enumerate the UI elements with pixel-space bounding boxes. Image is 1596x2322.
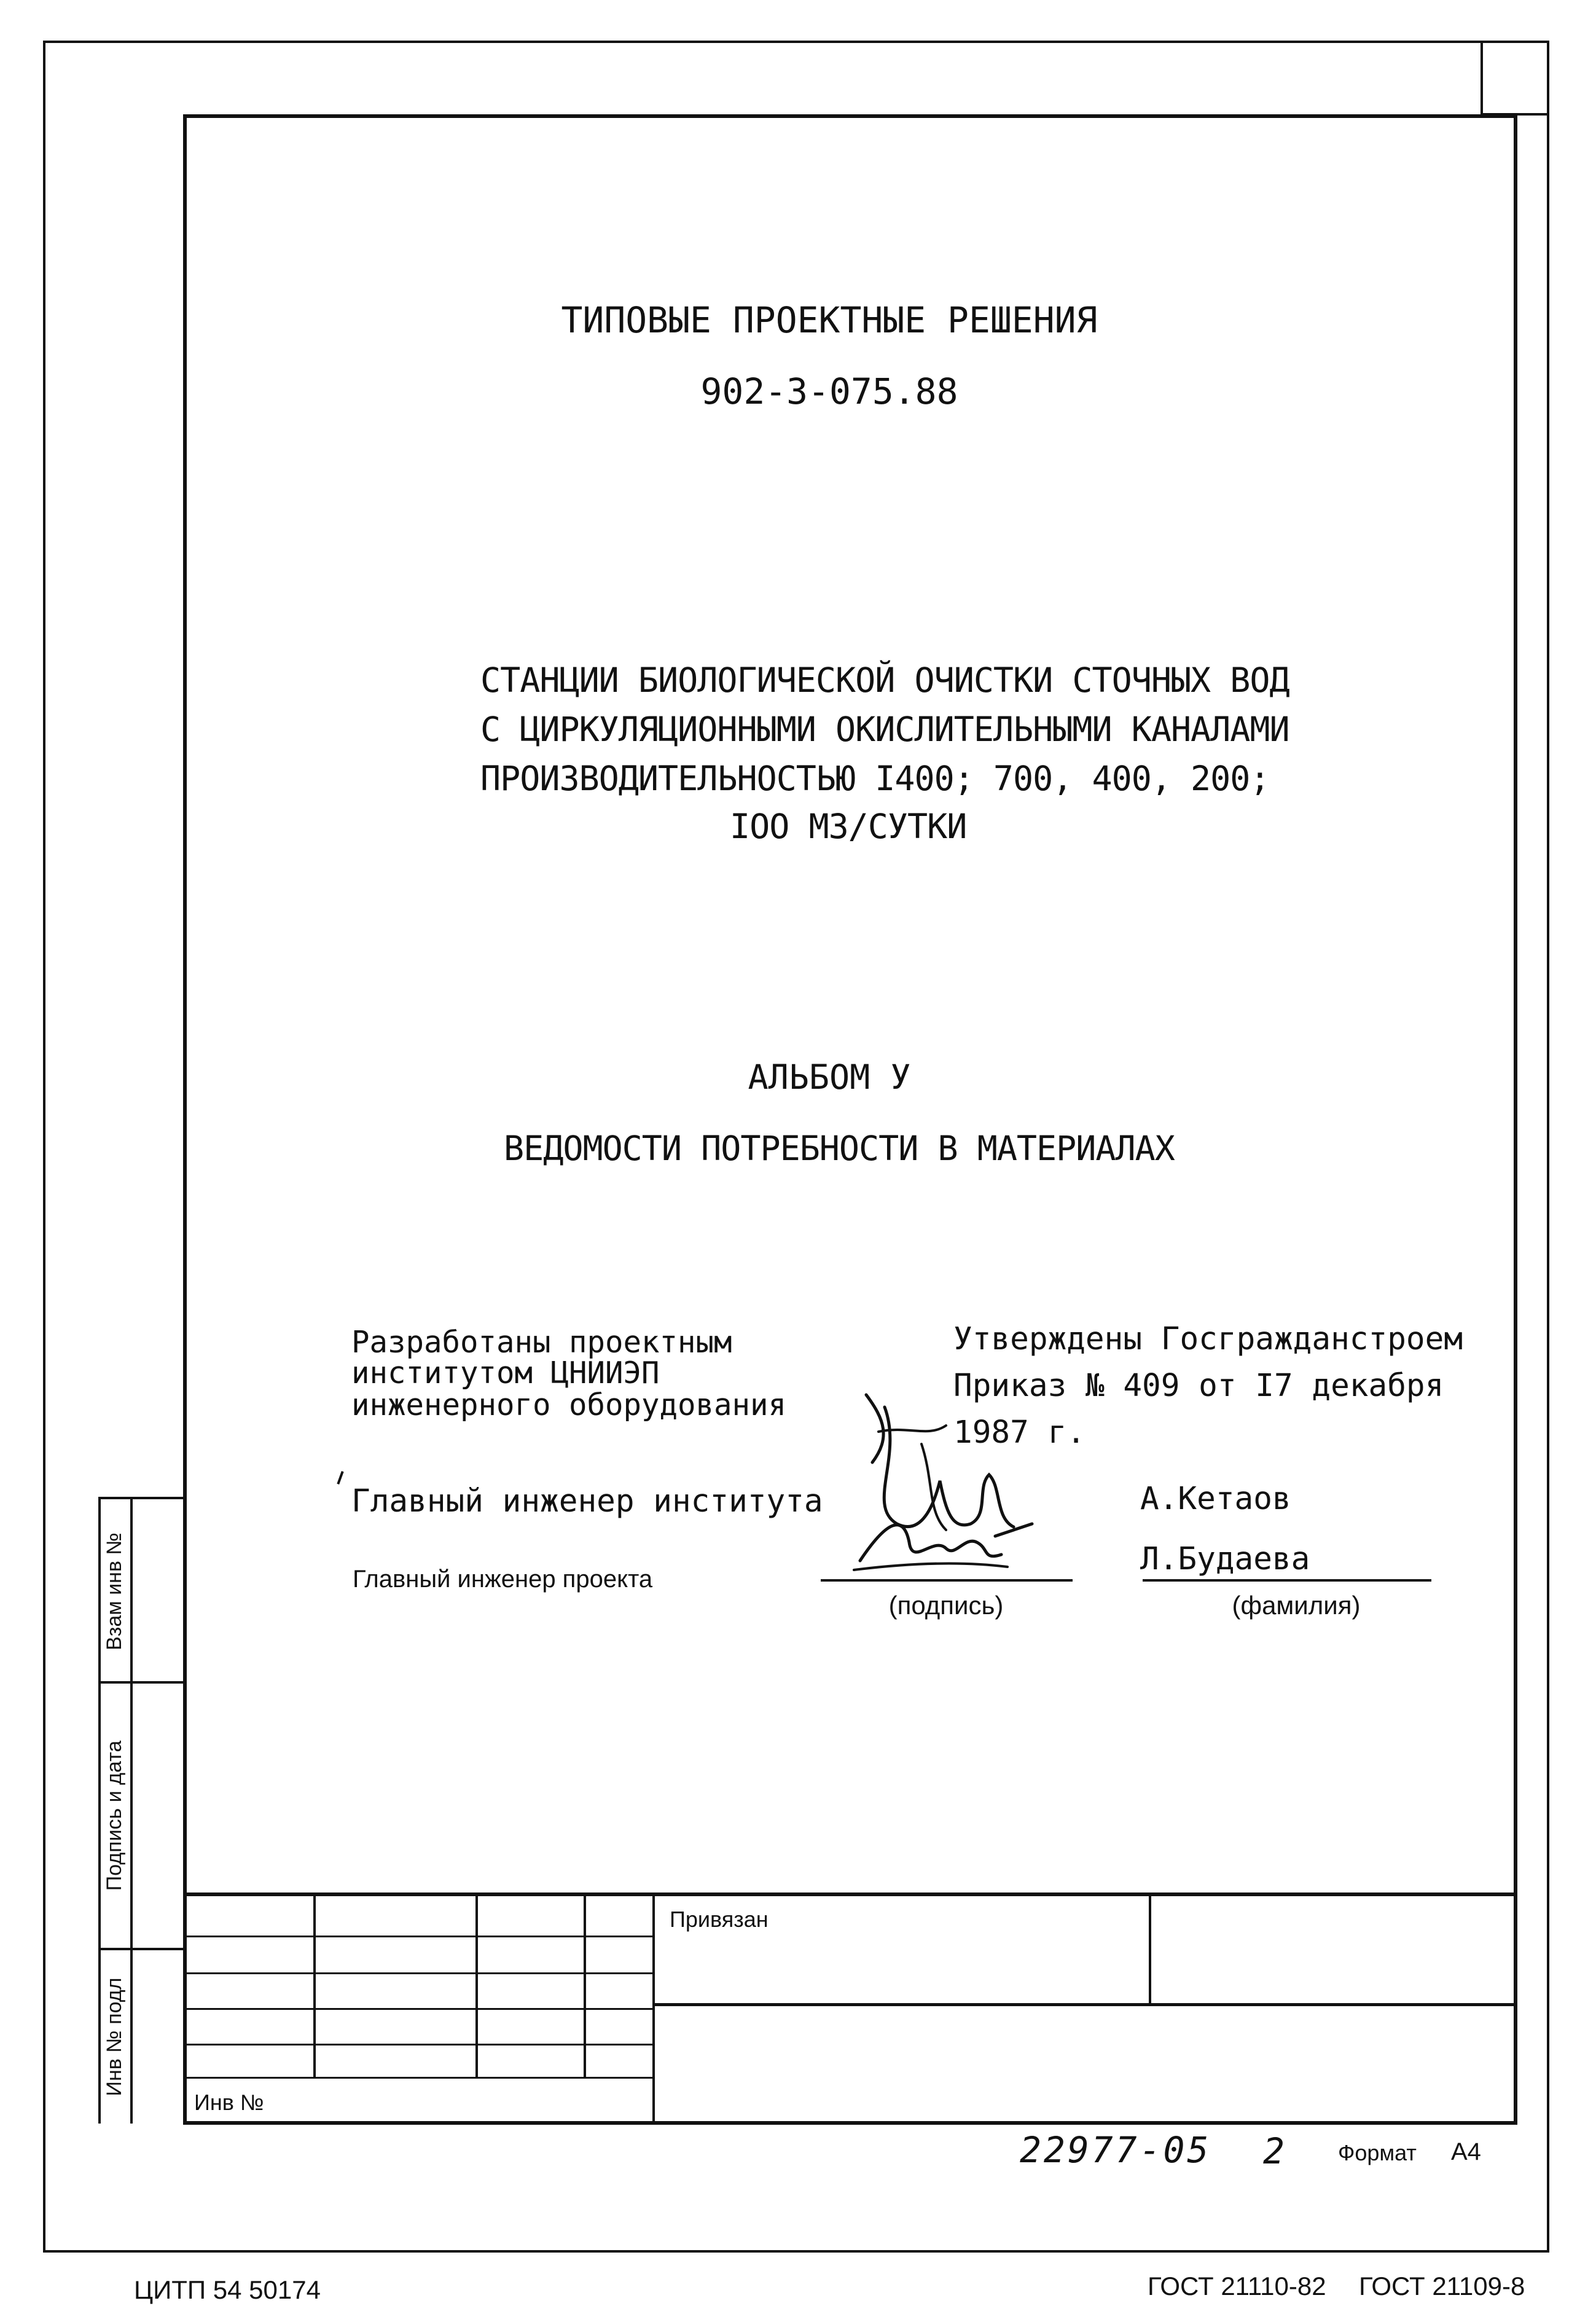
outer-frame-right <box>1547 41 1549 2251</box>
outer-frame-top <box>43 41 1548 43</box>
title-line-1: СТАНЦИИ БИОЛОГИЧЕСКОЙ ОЧИСТКИ СТОЧНЫХ ВОД <box>480 661 1289 700</box>
developed-line-1: Разработаны проектным <box>351 1325 732 1360</box>
side-label-signature-date: Подпись и дата <box>103 1740 126 1891</box>
stamp-vdiv-3 <box>584 1893 586 2077</box>
surname-line <box>1143 1579 1431 1582</box>
publisher: ЦИТП 54 50174 <box>134 2275 321 2304</box>
format-label: Формат <box>1338 2140 1417 2165</box>
approved-line-3: 1987 г. <box>953 1414 1086 1451</box>
chief-engineer-project-label: Главный инженер проекта <box>353 1566 653 1593</box>
tick-mark <box>337 1471 343 1485</box>
outer-frame-bottom <box>43 2250 1549 2253</box>
stamp-hdiv-4 <box>183 2044 654 2045</box>
gost-1: ГОСТ 21110-82 <box>1148 2272 1326 2300</box>
stamp-hdiv-3 <box>183 2008 654 2010</box>
surname-caption: (фамилия) <box>1232 1591 1361 1620</box>
title-line-2: С ЦИРКУЛЯЦИОННЫМИ ОКИСЛИТЕЛЬНЫМИ КАНАЛАМИ <box>480 710 1289 749</box>
outer-frame-left <box>43 41 45 2251</box>
inner-frame-left <box>183 114 187 2124</box>
chief-engineer-institute-label: Главный инженер института <box>351 1483 823 1520</box>
stamp-hdiv-right <box>652 2003 1517 2006</box>
stamp-top <box>183 1893 1517 1896</box>
linked-label: Привязан <box>670 1907 769 1932</box>
corner-box-left <box>1481 41 1483 114</box>
handwritten-number: 22977-05 <box>1020 2129 1211 2171</box>
chief-engineer-project-name: Л.Будаева <box>1140 1541 1310 1577</box>
album-subtitle: ВЕДОМОСТИ ПОТРЕБНОСТИ В МАТЕРИАЛАХ <box>504 1129 1175 1168</box>
inner-frame-bottom <box>183 2121 1517 2125</box>
stamp-vdiv-5 <box>1149 1893 1151 2004</box>
developed-line-2: институтом ЦНИИЭП <box>351 1355 660 1390</box>
chief-engineer-institute-name: А.Кетаов <box>1140 1481 1291 1517</box>
title-line-3: ПРОИЗВОДИТЕЛЬНОСТЬЮ I400; 700, 400, 200; <box>480 759 1270 798</box>
side-label-replace-inv: Взам инв № <box>103 1532 126 1650</box>
series-title: ТИПОВЫЕ ПРОЕКТНЫЕ РЕШЕНИЯ <box>561 299 1098 341</box>
sheet-number: 2 <box>1263 2130 1285 2172</box>
gost-2: ГОСТ 21109-8 <box>1359 2272 1525 2300</box>
side-stamp-mid <box>130 1497 133 2124</box>
signature-caption: (подпись) <box>888 1591 1004 1620</box>
album-name: АЛЬБОМ У <box>748 1057 911 1097</box>
signature-scribble-project-icon <box>848 1499 1044 1579</box>
project-code: 902-3-075.88 <box>700 371 958 412</box>
side-stamp-left <box>98 1497 101 2124</box>
inner-frame-right <box>1514 114 1517 2124</box>
stamp-hdiv-2 <box>183 1972 654 1974</box>
title-line-4: IOO МЗ/СУТКИ <box>730 807 967 846</box>
format-value: А4 <box>1451 2138 1481 2165</box>
stamp-vdiv-1 <box>313 1893 316 2077</box>
inner-frame-top <box>183 114 1517 118</box>
approved-line-1: Утверждены Госгражданстроем <box>953 1321 1463 1357</box>
inv-label: Инв № <box>194 2090 264 2115</box>
approved-line-2: Приказ № 409 от I7 декабря <box>953 1368 1444 1404</box>
stamp-hdiv-5 <box>183 2077 654 2079</box>
developed-line-3: инженерного оборудования <box>351 1387 787 1422</box>
stamp-hdiv-1 <box>183 1936 654 1937</box>
stamp-vdiv-2 <box>475 1893 478 2077</box>
side-label-inv-original: Инв № подл <box>103 1977 126 2096</box>
